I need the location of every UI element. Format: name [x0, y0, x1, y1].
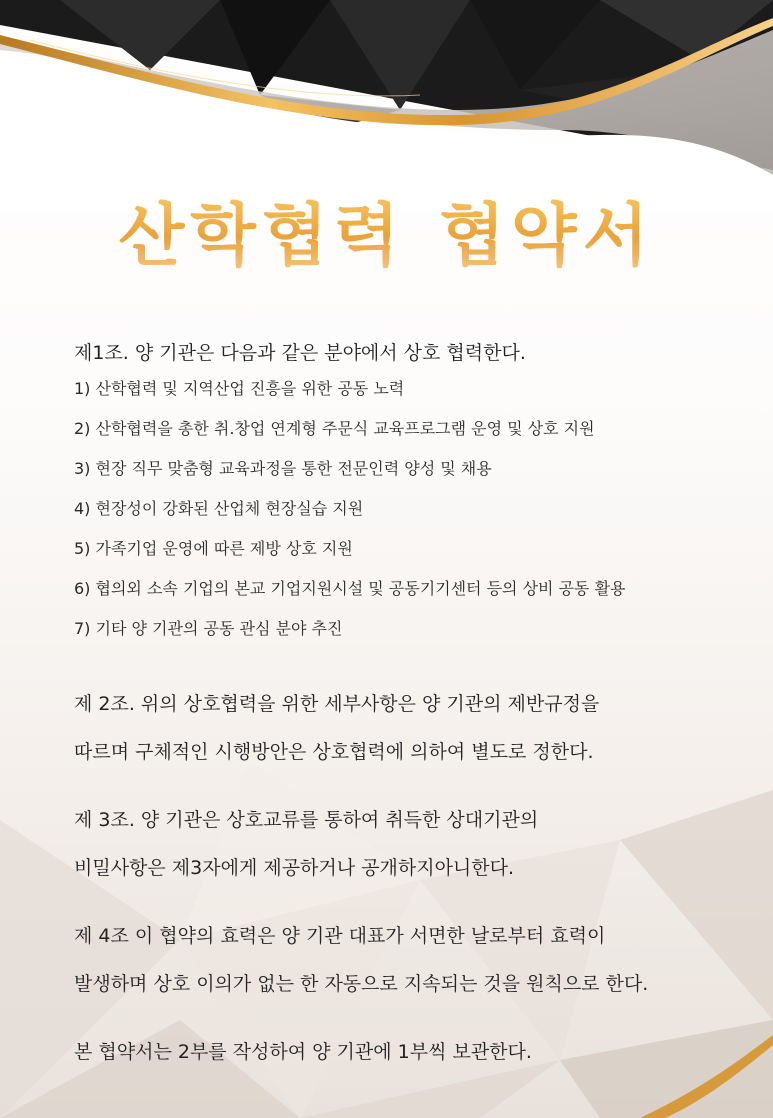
document-title	[0, 196, 773, 278]
article-1-item: 4) 현장성이 강화된 산업체 현장실습 지원	[74, 498, 364, 518]
title-part-1: 산학협력	[118, 197, 406, 276]
article-1-item: 7) 기타 양 기관의 공동 관심 분야 추진	[74, 618, 343, 638]
article-2-line: 제 2조. 위의 상호협력을 위한 세부사항은 양 기관의 제반규정을	[74, 693, 600, 715]
closing-section	[74, 1028, 734, 1076]
article-2-line: 따르며 구체적인 시행방안은 상호협력에 의하여 별도로 정한다.	[74, 741, 594, 763]
article-4-line: 제 4조 이 협약의 효력은 양 기관 대표가 서면한 날로부터 효력이	[74, 925, 606, 947]
closing-line: 본 협약서는 2부를 작성하여 양 기관에 1부씩 보관한다.	[74, 1041, 532, 1063]
article-1-items	[74, 379, 714, 659]
article-1-section	[74, 342, 714, 659]
article-1-heading: 제1조. 양 기관은 다음과 같은 분야에서 상호 협력한다.	[74, 342, 526, 364]
article-1-item: 1) 산학협력 및 지역산업 진흥을 위한 공동 노력	[74, 378, 405, 398]
article-3-line: 비밀사항은 제3자에게 제공하거나 공개하지아니한다.	[74, 857, 515, 879]
article-2-section	[74, 680, 734, 776]
article-4-section	[74, 912, 734, 1008]
article-3-section	[74, 796, 734, 892]
article-1-item: 5) 가족기업 운영에 따른 제방 상호 지원	[74, 538, 353, 558]
article-1-item: 2) 산학협력을 총한 취.창업 연계형 주문식 교육프로그램 운영 및 상호 지원	[74, 418, 595, 438]
article-1-item: 6) 협의외 소속 기업의 본교 기업지원시설 및 공동기기센터 등의 상비 공동 활용	[74, 578, 626, 598]
article-4-line: 발생하며 상호 이의가 없는 한 자동으로 지속되는 것을 원칙으로 한다.	[74, 973, 649, 995]
title-part-2: 협약서	[439, 197, 655, 276]
header-decoration	[0, 0, 773, 210]
article-3-line: 제 3조. 양 기관은 상호교류를 통하여 취득한 상대기관의	[74, 809, 539, 831]
article-1-item: 3) 현장 직무 맞춤형 교육과정을 통한 전문인력 양성 및 채용	[74, 458, 492, 478]
